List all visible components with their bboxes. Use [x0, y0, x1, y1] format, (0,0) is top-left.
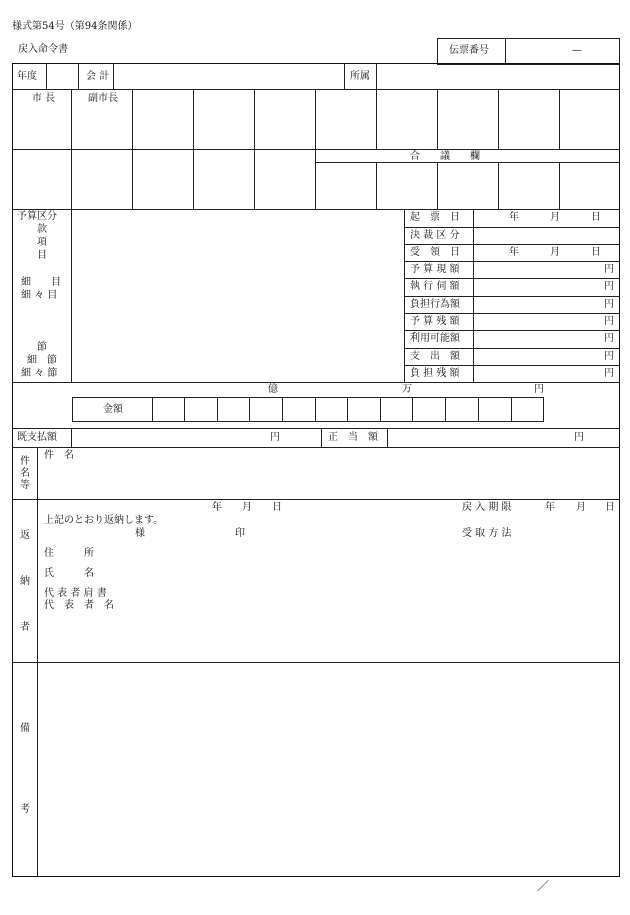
address-label: 住 所	[44, 548, 94, 559]
paid-yen: 円	[270, 432, 280, 443]
digit-separator	[412, 398, 413, 421]
refund-vertical-2: 納	[20, 576, 30, 587]
rep-title-label: 代 表 者 肩 書	[44, 588, 107, 599]
budget-amount-yen: 円	[604, 298, 614, 310]
saisaisetsu-label: 細 々 節	[21, 368, 58, 379]
issue-day: 日	[591, 212, 601, 223]
name-label: 氏 名	[44, 568, 94, 579]
digit-separator	[152, 398, 153, 421]
refund-month: 月	[242, 502, 252, 513]
budget-classification-label: 予算区分	[17, 211, 57, 222]
saisaimoku-label: 細 々 目	[21, 290, 58, 301]
yen-unit: 円	[534, 384, 544, 395]
subject-vertical-3: 等	[20, 480, 30, 491]
document-title: 戻入命令書	[18, 44, 68, 55]
account-label: 会 計	[86, 71, 110, 82]
slip-number-label: 伝票番号	[449, 45, 489, 56]
digit-separator	[315, 398, 316, 421]
amount-box[interactable]	[72, 397, 544, 422]
subject-vertical-1: 件	[20, 456, 30, 467]
kan-label: 款	[37, 224, 47, 235]
seal-label: 印	[235, 528, 245, 539]
setsu-label: 節	[37, 342, 47, 353]
department-label: 所属	[350, 71, 370, 82]
deadline-label: 戻 入 期 限	[462, 502, 512, 513]
digit-separator	[217, 398, 218, 421]
receipt-date-label: 受 領 日	[410, 247, 460, 258]
issue-year: 年	[509, 212, 519, 223]
issue-date-label: 起 票 日	[410, 212, 460, 223]
remarks-area[interactable]	[38, 663, 619, 876]
saisetsu-label: 細 節	[27, 355, 57, 366]
kou-label: 項	[37, 237, 47, 248]
budget-amount-yen: 円	[604, 333, 614, 345]
oku-unit: 億	[268, 384, 278, 395]
remarks-vertical-1: 備	[20, 723, 30, 734]
deadline-day: 日	[605, 502, 615, 513]
decision-label: 決 裁 区 分	[410, 230, 460, 241]
receipt-day: 日	[591, 247, 601, 258]
mayor-label: 市 長	[32, 93, 56, 104]
consultation-label: 合 議 欄	[410, 151, 480, 162]
digit-separator	[478, 398, 479, 421]
amount-label: 金額	[103, 404, 123, 415]
footer-mark: ／	[537, 879, 550, 893]
digit-separator	[347, 398, 348, 421]
budget-amount-label: 執 行 伺 額	[410, 281, 460, 293]
refund-year: 年	[212, 502, 222, 513]
saimoku-label: 細 目	[21, 277, 61, 288]
refund-vertical-3: 者	[20, 622, 30, 633]
refund-statement: 上記のとおり返納します。	[44, 515, 164, 526]
budget-amount-yen: 円	[604, 264, 614, 275]
refund-vertical-1: 返	[20, 530, 30, 541]
deadline-month: 月	[576, 502, 586, 513]
digit-separator	[511, 398, 512, 421]
receipt-month: 月	[550, 247, 560, 258]
sama-label: 様	[135, 528, 145, 539]
moku-label: 目	[37, 250, 47, 261]
fiscal-year-label: 年度	[17, 71, 37, 82]
budget-amount-yen: 円	[604, 350, 614, 362]
deadline-year: 年	[545, 502, 555, 513]
subject-label: 件 名	[44, 450, 74, 461]
budget-amount-label: 負 担 残 額	[410, 367, 460, 379]
slip-number-value[interactable]: —	[572, 45, 582, 56]
refund-day: 日	[272, 502, 282, 513]
budget-amount-label: 予 算 現 額	[410, 264, 460, 275]
digit-separator	[249, 398, 250, 421]
budget-amount-label: 利用可能額	[410, 333, 460, 345]
budget-amount-yen: 円	[604, 367, 614, 379]
budget-amount-label: 予 算 残 額	[410, 315, 460, 327]
budget-amount-yen: 円	[604, 315, 614, 327]
digit-separator	[380, 398, 381, 421]
receipt-method-label: 受 取 方 法	[462, 528, 512, 539]
vice-mayor-label: 副市長	[88, 93, 118, 104]
subject-vertical-2: 名	[20, 468, 30, 479]
digit-separator	[445, 398, 446, 421]
budget-amount-label: 支 出 額	[410, 350, 460, 362]
correct-yen: 円	[574, 432, 584, 443]
form-number: 様式第54号（第94条関係）	[12, 21, 138, 32]
man-unit: 万	[402, 384, 412, 395]
correct-amount-label: 正 当 額	[328, 432, 378, 443]
paid-amount-label: 既支払額	[17, 432, 57, 443]
digit-separator	[282, 398, 283, 421]
budget-amount-yen: 円	[604, 281, 614, 293]
issue-month: 月	[550, 212, 560, 223]
rep-name-label: 代 表 者 名	[44, 600, 114, 611]
digit-separator	[184, 398, 185, 421]
budget-amount-label: 負担行為額	[410, 298, 460, 310]
remarks-vertical-2: 考	[20, 804, 30, 815]
receipt-year: 年	[509, 247, 519, 258]
